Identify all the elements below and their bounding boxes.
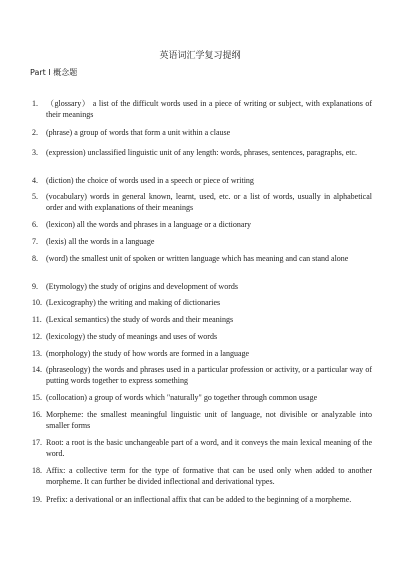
item-text: (Lexicography) the writing and making of dictionaries	[46, 298, 221, 307]
item-number: 1.	[32, 99, 38, 108]
item-number: 9.	[32, 282, 38, 291]
item-number: 18.	[32, 466, 42, 475]
item-number: 11.	[32, 315, 42, 324]
item-number: 5.	[32, 192, 38, 201]
item-text: (expression) unclassified linguistic unit of any length: words, phrases, sentences, paragraphs, etc.	[46, 148, 358, 157]
part-heading: Part I 概念题	[30, 68, 78, 77]
item-text: Morpheme: the smallest meaningful linguistic unit of language, not divisible or analyzable into smaller forms	[46, 410, 372, 430]
item-text: (vocabulary) words in general known, learnt, used, etc. or a list of words, usually in alphabetical order and with explanations of their meanings	[46, 192, 372, 212]
item-number: 12.	[32, 332, 42, 341]
item-number: 7.	[32, 237, 38, 246]
item-number: 16.	[32, 410, 42, 419]
item-number: 3.	[32, 148, 38, 157]
item-text: （glossary） a list of the difficult words used in a piece of writing or subject, with explanations of their meanings	[46, 99, 372, 119]
item-text: (diction) the choice of words used in a speech or piece of writing	[46, 176, 254, 185]
item-text: (lexicology) the study of meanings and uses of words	[46, 332, 218, 341]
item-text: (word) the smallest unit of spoken or written language which has meaning and can stand alone	[46, 254, 349, 263]
item-number: 14.	[32, 365, 42, 374]
item-text: (morphology) the study of how words are formed in a language	[46, 349, 250, 358]
item-text: (phrase) a group of words that form a unit within a clause	[46, 128, 231, 137]
document-title: 英语词汇学复习提纲	[159, 51, 241, 61]
item-text: (collocation) a group of words which "naturally" go together through common usage	[46, 393, 318, 402]
item-text: (lexicon) all the words and phrases in a language or a dictionary	[46, 220, 252, 229]
item-text: Root: a root is the basic unchangeable part of a word, and it conveys the main lexical meaning of the word.	[46, 438, 372, 458]
item-number: 17.	[32, 438, 42, 447]
item-number: 8.	[32, 254, 38, 263]
item-text: (Lexical semantics) the study of words and their meanings	[46, 315, 234, 324]
item-number: 6.	[32, 220, 38, 229]
item-number: 13.	[32, 349, 42, 358]
item-text: Affix: a collective term for the type of formative that can be used only when added to another morpheme. It can further be divided inflectional and derivational types.	[46, 466, 372, 486]
item-text: (phraseology) the words and phrases used in a particular profession or activity, or a particular way of putting words together to express something	[46, 365, 372, 385]
item-number: 15.	[32, 393, 42, 402]
item-text: (lexis) all the words in a language	[46, 237, 155, 246]
item-number: 4.	[32, 176, 38, 185]
item-text: (Etymology) the study of origins and development of words	[46, 282, 238, 291]
item-text: Prefix: a derivational or an inflectional affix that can be added to the beginning of a morpheme.	[46, 495, 352, 504]
item-number: 10.	[32, 298, 42, 307]
item-number: 2.	[32, 128, 38, 137]
item-number: 19.	[32, 495, 42, 504]
